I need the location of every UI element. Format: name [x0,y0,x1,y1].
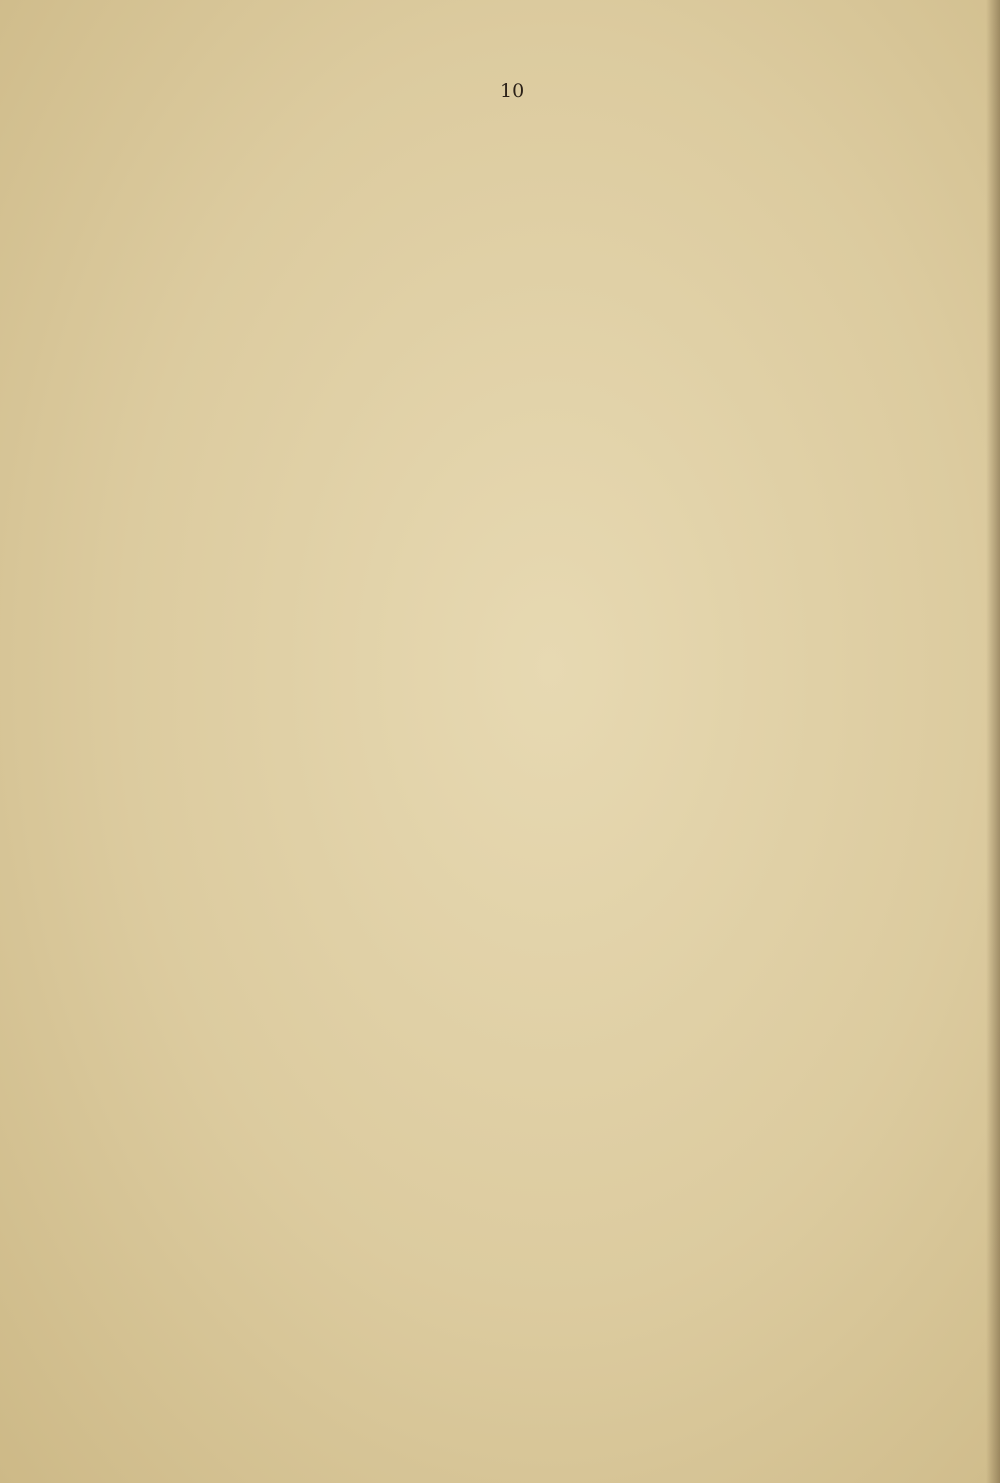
page-edge-shadow [986,0,1000,1483]
page-number: 10 [500,80,525,102]
